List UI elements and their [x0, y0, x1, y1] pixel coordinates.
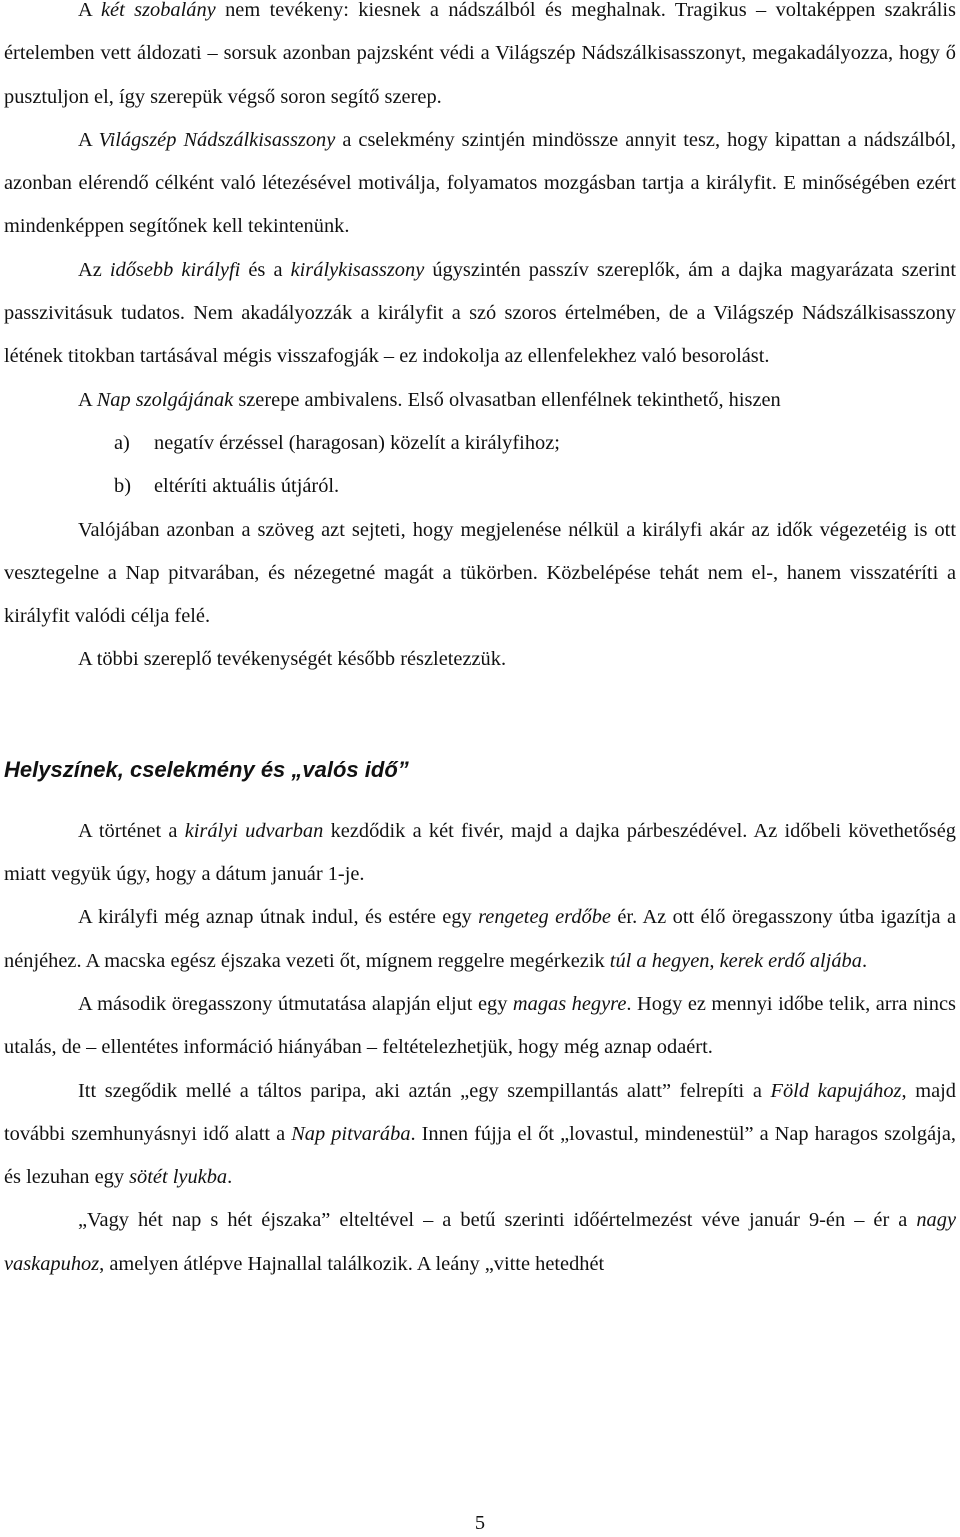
text-run: A	[78, 128, 99, 151]
paragraph-magas-hegy	[4, 983, 956, 1070]
italic-term: magas hegyre	[512, 992, 627, 1015]
text-run: A	[78, 388, 97, 411]
paragraph-tobbi-szereplo: A többi szereplő tevékenységét később részletezzük.	[78, 648, 507, 671]
text-run: , majd további szemhunyásnyi idő alatt a	[4, 1079, 956, 1145]
italic-term: királykisasszony	[290, 258, 425, 281]
paragraph-idosebb-kiralyfi	[4, 249, 956, 379]
italic-term: sötét lyukba	[129, 1166, 228, 1189]
text-run: „Vagy hét nap s hét éjszaka” elteltével – a betű szerinti időértelmezést véve január 9-én – ér a	[78, 1209, 917, 1232]
text-run: . Innen fújja el őt „lovastul, mindenestül” a Nap haragos szolgája, és lezuhan egy	[4, 1122, 956, 1189]
list-item-text: eltéríti aktuális útjáról.	[154, 475, 340, 498]
paragraph-taltos-paripa	[4, 1070, 956, 1200]
paragraph-kiralyi-udvar	[4, 810, 956, 897]
text-run: , amelyen átlépve Hajnallal találkozik. A leány „vitte hetedhét	[99, 1252, 605, 1275]
paragraph-szobalany	[4, 0, 956, 119]
italic-term: Föld kapujához	[770, 1079, 902, 1102]
list-marker: b)	[114, 475, 131, 498]
italic-term: nagy vaskapuhoz	[4, 1209, 956, 1275]
section-heading: Helyszínek, cselekmény és „valós idő”	[4, 756, 409, 782]
paragraph-het-nap	[4, 1199, 956, 1286]
list-item-text: negatív érzéssel (haragosan) közelít a királyfihoz;	[154, 431, 560, 454]
italic-term: Világszép Nádszálkisasszony	[98, 128, 336, 151]
text-run: nem tevékeny: kiesnek a nádszálból és meghalnak. Tragikus – voltaképpen szakrális értelemben vett áldozati – sorsuk azonban pajzsként védi a Világszép Nádszálkisasszonyt, megakadályozza, hogy ő pusztuljon el, így szerepük végső soron segítő szerep.	[4, 0, 956, 108]
text-run: . Hogy ez mennyi időbe telik, arra nincs utalás, de – ellentétes információ hiányában – feltételezhetjük, hogy még aznap odaért.	[4, 992, 956, 1059]
list-marker: a)	[114, 431, 130, 454]
list-item	[4, 422, 956, 465]
text-run: Az	[78, 258, 110, 281]
list-item	[4, 465, 956, 508]
text-run: .	[861, 949, 868, 972]
text-run: kezdődik a két fivér, majd a dajka párbeszédével. Az időbeli követhetőség miatt vegyük úgy, hogy a dátum január 1-je.	[4, 819, 956, 886]
text-run: és a	[240, 258, 291, 281]
text-run: Itt szegődik mellé a táltos paripa, aki aztán „egy szempillantás alatt” felrepíti a	[78, 1079, 771, 1102]
italic-term: idősebb királyfi	[109, 258, 241, 281]
italic-term: túl a hegyen, kerek erdő aljába	[609, 949, 862, 972]
text-run: A királyfi még aznap útnak indul, és estére egy	[78, 906, 479, 929]
text-run: A második öregasszony útmutatása alapján eljut egy	[78, 992, 513, 1015]
text-run: A történet a	[78, 819, 185, 842]
italic-term: rengeteg erdőbe	[478, 906, 611, 929]
paragraph-nadszalkisasszony	[4, 119, 956, 249]
text-run: ér. Az ott élő öregasszony útba igazítja a nénjéhez. A macska egész éjszaka vezeti őt, mígnem reggelre megérkezik	[4, 906, 956, 972]
text-run: A	[78, 0, 101, 21]
text-run: .	[227, 1166, 233, 1189]
text-run: úgyszintén passzív szereplők, ám a dajka magyarázata szerint passzivitásuk tudatos. Nem akadályozzák a királyfit a szó szoros értelmében, de a Világszép Nádszálkisasszony létének titokban tartásával mégis visszafogják – ez indokolja az ellenfelekhez való besorolást.	[4, 258, 957, 368]
page-number: 5	[474, 1512, 486, 1534]
document-page	[4, 0, 956, 1286]
paragraph-rengeteg-erdo	[4, 896, 956, 983]
italic-term: Nap pitvarába	[291, 1122, 411, 1145]
paragraph-valojaban: Valójában azonban a szöveg azt sejteti, hogy megjelenése nélkül a királyfi akár az idők végezetéig is ott vesztegelne a Nap pitvarában, és nézegetné magát a tükörben. Közbelépése tehát nem el-, hanem visszatéríti a királyfit valódi célja felé.	[4, 518, 956, 628]
italic-term: királyi udvarban	[184, 819, 324, 842]
italic-term: két szobalány	[101, 0, 216, 21]
text-run: a cselekmény szintjén mindössze annyit tesz, hogy kipattan a nádszálból, azonban elérendő célként való létezésével motiválja, folyamatos mozgásban tartja a királyfit. E minőségében ezért mindenképpen segítőnek kell tekintenünk.	[4, 128, 956, 238]
italic-term: Nap szolgájának	[96, 388, 234, 411]
paragraph-nap-szolgaja	[4, 379, 956, 422]
text-run: szerepe ambivalens. Első olvasatban ellenfélnek tekinthető, hiszen	[233, 388, 781, 411]
